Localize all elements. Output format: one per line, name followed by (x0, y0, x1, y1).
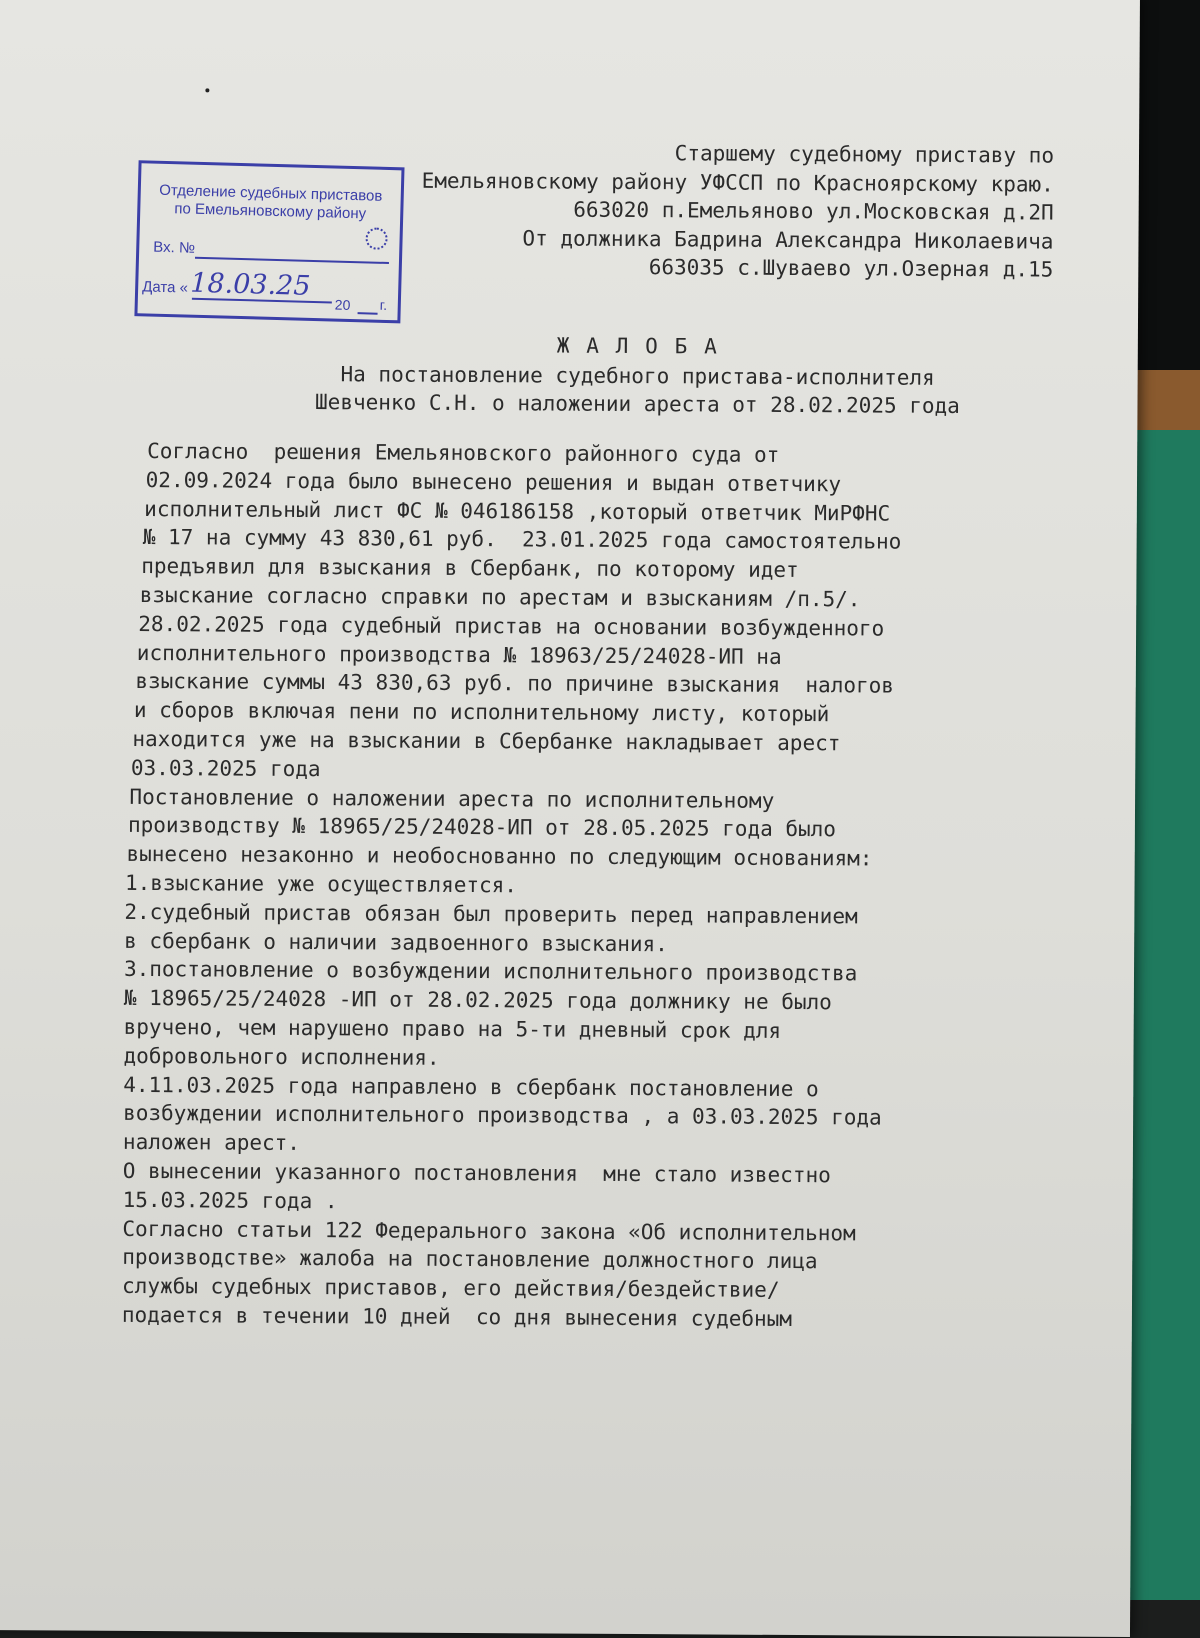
body-line: исполнительного производства № 18963/25/24028-ИП на (136, 640, 782, 669)
stamp-incoming-label: Вх. № (153, 238, 196, 257)
stamp-date-label: Дата « (141, 278, 189, 297)
body-line: производстве» жалоба на постановление должностного лица (122, 1245, 818, 1274)
body-line: в сбербанк о наличии задвоенного взыскания. (124, 928, 668, 956)
body-line: 4.11.03.2025 года направлено в сбербанк постановление о (123, 1072, 819, 1101)
stamp-org-line: Отделение судебных приставов (159, 181, 383, 205)
body-line: 15.03.2025 года . (122, 1187, 338, 1213)
body-line: 28.02.2025 года судебный пристав на основании возбужденного (138, 611, 885, 641)
body-line: 2.судебный пристав обязан был проверить перед направлением (124, 899, 858, 929)
addressee-line: Старшему судебному приставу по (674, 141, 1055, 168)
addressee-line: 663035 с.Шуваево ул.Озерная д.15 (648, 255, 1054, 282)
body-line: № 18965/25/24028 -ИП от 28.02.2025 года должнику не было (123, 986, 832, 1015)
stamp-g-label: г. (379, 296, 388, 313)
addressee-line: Емельяновскому району УФССП по Красноярскому краю. (421, 168, 1054, 197)
body-line: О вынесении указанного постановления мне стало известно (122, 1158, 831, 1188)
stamp-year-label: 20 (334, 296, 351, 313)
body-line: возбуждении исполнительного производства , а 03.03.2025 года (123, 1101, 882, 1130)
subtitle-line: Шевченко С.Н. о наложении ареста от 28.02.2025 года (315, 390, 960, 418)
body-line: № 17 на сумму 43 830,61 руб. 23.01.2025 года самостоятельно (142, 525, 902, 555)
registration-stamp (134, 160, 404, 323)
body-line: вынесено незаконно и необоснованно по следующим основаниям: (126, 842, 873, 871)
body-line: находится уже на взыскании в Сбербанке накладывает арест (132, 726, 841, 756)
ink-dot (205, 88, 209, 92)
body-line: 1.взыскание уже осуществляется. (124, 870, 518, 898)
document-subtitle (57, 358, 1200, 421)
stamp-emblem-icon (365, 227, 388, 250)
stamp-year-line (358, 312, 378, 315)
body-line: предъявил для взыскания в Сбербанк, по которому идет (141, 554, 799, 583)
stamp-incoming-line (195, 257, 389, 264)
document-title: Ж А Л О Б А (556, 333, 720, 359)
subtitle-line: На постановление судебного пристава-исполнителя (340, 362, 935, 390)
body-line: взыскание суммы 43 830,63 руб. по причине взыскания налогов (135, 669, 895, 698)
body-line: исполнительный лист ФС № 046186158 ,который ответчик МиРФНС (144, 496, 891, 526)
body-line: вручено, чем нарушено право на 5-ти дневный срок для (123, 1014, 782, 1043)
addressee-block (421, 138, 1054, 284)
body-line: подается в течении 10 дней со дня вынесения судебным (121, 1302, 793, 1331)
stamp-date-handwritten: 18.03.25 (189, 267, 311, 302)
complaint-body (122, 437, 1077, 1335)
body-line: Постановление о наложении ареста по исполнительному (129, 784, 775, 813)
stamp-organization (150, 182, 391, 224)
body-line: и сборов включая пени по исполнительному листу, который (133, 698, 830, 727)
body-line: взыскание согласно справки по арестам и взысканиям /п.5/. (139, 582, 861, 612)
body-line: Согласно статьи 122 Федерального закона «Об исполнительном (122, 1216, 856, 1245)
addressee-line: От должника Бадрина Александра Николаевича (522, 225, 1054, 254)
body-line: службы судебных приставов, его действия/бездействие/ (122, 1274, 780, 1303)
stamp-org-line: по Емельяновскому району (174, 200, 367, 223)
body-line: 03.03.2025 года (130, 755, 321, 781)
body-line: Согласно решения Емельяновского районного суда от (147, 439, 780, 467)
body-line: 02.09.2024 года было вынесено решения и выдан ответчику (145, 467, 842, 497)
body-line: наложен арест. (122, 1130, 301, 1156)
body-line: производству № 18965/25/24028-ИП от 28.05.2025 года было (127, 813, 837, 842)
body-line: 3.постановление о возбуждении исполнительного производства (123, 957, 858, 986)
body-line: добровольного исполнения. (123, 1043, 440, 1070)
addressee-line: 663020 п.Емельяново ул.Московская д.2П (573, 197, 1054, 225)
